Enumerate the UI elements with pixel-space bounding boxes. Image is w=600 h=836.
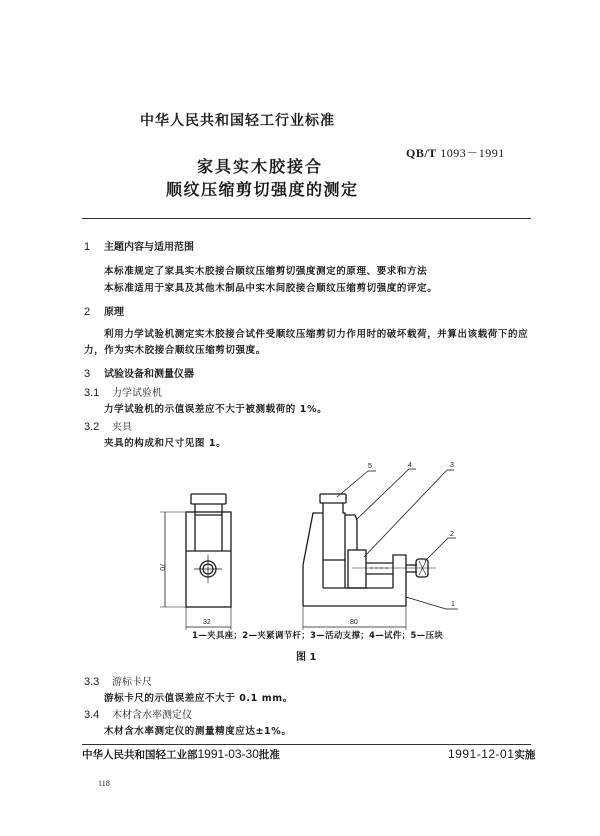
subsection-number: 3.4 <box>84 709 100 721</box>
section-2-paragraph: 力，作为实木胶接合顺纹压缩剪切强度。 <box>84 345 266 356</box>
code-prefix: QB/T <box>406 146 437 160</box>
page-number: 118 <box>98 779 110 788</box>
approval-org: 中华人民共和国轻工业部 <box>82 749 198 761</box>
movable-support-3 <box>348 550 366 588</box>
subsection-3-4-text: 木材含水率测定仪的测量精度应达±1%。 <box>104 726 292 737</box>
part-label-2: 2 <box>450 531 454 538</box>
subsection-title: 力学试验机 <box>112 388 162 399</box>
code-number: 1093－1991 <box>440 146 505 160</box>
subsection-title: 游标卡尺 <box>112 677 152 688</box>
standard-category: 中华人民共和国轻工行业标准 <box>140 113 335 129</box>
subsection-3-1-text: 力学试验机的示值误差应不大于被测载荷的 1%。 <box>104 404 328 415</box>
subsection-title: 夹具 <box>112 422 132 433</box>
subsection-number: 3.3 <box>84 676 100 688</box>
subsection-3-3-heading <box>84 673 152 688</box>
specimen-4 <box>345 515 357 550</box>
footer-divider <box>82 744 531 745</box>
part-label-1: 1 <box>451 601 455 608</box>
press-block-5 <box>320 494 346 503</box>
effective-suffix: 实施 <box>514 749 536 761</box>
clamp-body-left-view <box>186 512 231 607</box>
section-title: 主题内容与适用范围 <box>104 242 194 253</box>
dimension-width-left-label: 32 <box>203 619 211 626</box>
section-1-paragraph: 本标准适用于家具及其他木制品中实木间胶接合顺纹压缩剪切强度的评定。 <box>104 283 438 294</box>
section-2-paragraph: 利用力学试验机测定实木胶接合试件受顺纹压缩剪切力作用时的破坏载荷，并算出该载荷下的应 <box>104 329 529 340</box>
clamp-base-frame <box>303 513 323 606</box>
part-label-4: 4 <box>408 462 412 469</box>
subsection-number: 3.2 <box>84 421 100 433</box>
subsection-3-3-text: 游标卡尺的示值误差应不大于 0.1 mm。 <box>104 693 293 704</box>
subsection-title: 木材含水率测定仪 <box>112 710 192 721</box>
part-label-3: 3 <box>450 462 454 469</box>
subsection-3-4-heading <box>84 706 192 721</box>
effective-line <box>448 747 535 762</box>
section-number: 3 <box>84 368 91 380</box>
document-title-line2: 顺纹压缩剪切强度的测定 <box>166 180 359 199</box>
part-label-5: 5 <box>368 463 372 470</box>
section-number: 2 <box>84 306 91 318</box>
subsection-3-2-text: 夹具的构成和尺寸见图 1。 <box>104 438 227 449</box>
approval-date: 1991-03-30 <box>197 747 259 761</box>
section-1-paragraph: 本标准规定了家具实木胶接合顺纹压缩剪切强度测定的原理、要求和方法 <box>104 266 428 277</box>
document-title-line1: 家具实木胶接合 <box>197 157 324 176</box>
subsection-number: 3.1 <box>84 387 100 399</box>
press-block-cap-left <box>191 494 226 504</box>
effective-date: 1991-12-01 <box>448 747 515 761</box>
dimension-height-label: 70 <box>158 563 165 571</box>
figure-caption: 1—夹具座；2—夹紧调节杆；3—活动支撑；4—试件；5—压块 <box>192 631 444 641</box>
approval-line <box>82 747 280 762</box>
approval-suffix: 批准 <box>258 749 280 761</box>
figure-title: 图 1 <box>296 652 317 663</box>
section-title: 原理 <box>104 307 124 318</box>
dimension-width-right-label: 80 <box>350 619 358 626</box>
section-number: 1 <box>84 241 91 253</box>
section-title: 试验设备和测量仪器 <box>104 369 194 380</box>
